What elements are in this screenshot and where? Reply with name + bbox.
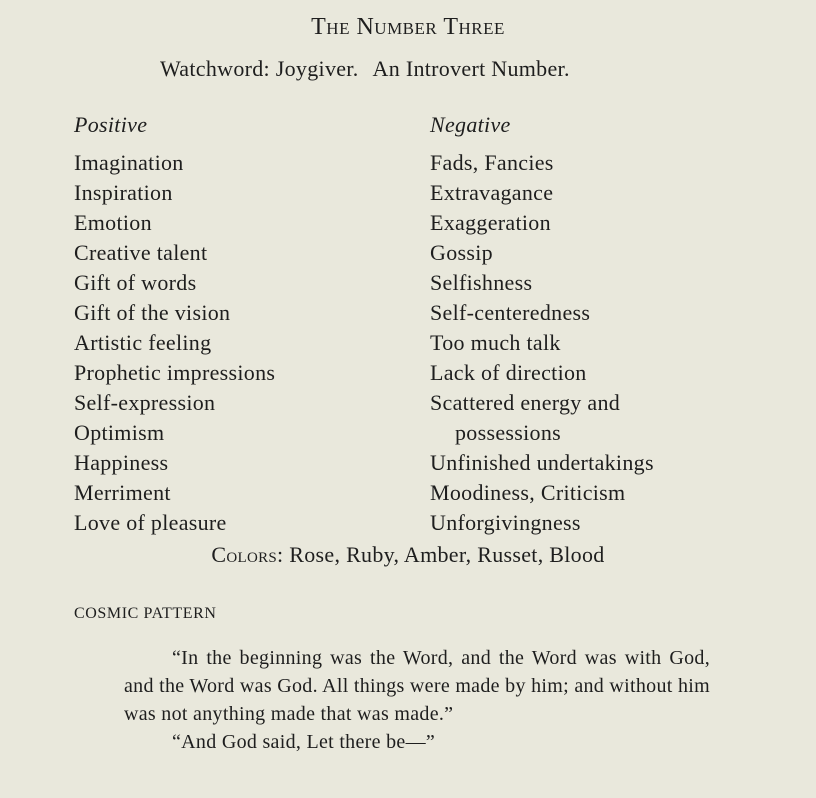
cosmic-pattern-heading: COSMIC PATTERN [74, 605, 217, 622]
negative-item: Extravagance [430, 180, 554, 205]
positive-item: Gift of words [74, 270, 197, 295]
subtitle-line [160, 56, 570, 82]
page-title: The Number Three [311, 14, 505, 40]
negative-item: Selfishness [430, 270, 533, 295]
negative-item: Unforgivingness [430, 510, 581, 535]
positive-item: Gift of the vision [74, 300, 231, 325]
positive-item: Love of pleasure [74, 510, 227, 535]
negative-item-continuation: possessions [455, 420, 561, 445]
positive-item: Merriment [74, 480, 171, 505]
negative-item: Too much talk [430, 330, 561, 355]
colors-label: Colors: [211, 542, 284, 567]
negative-item: Unfinished undertakings [430, 450, 654, 475]
cosmic-pattern-quote [124, 644, 710, 756]
negative-item: Moodiness, Criticism [430, 480, 626, 505]
positive-item: Inspiration [74, 180, 173, 205]
negative-heading: Negative [430, 112, 511, 137]
positive-item: Artistic feeling [74, 330, 212, 355]
number-type-text: An Introvert Number. [372, 56, 570, 81]
negative-item: Gossip [430, 240, 493, 265]
quote-paragraph: “In the beginning was the Word, and the Word was with God, and the Word was God. All things were made by him; and without him was not anything made that was made.” [124, 647, 710, 725]
colors-line [0, 542, 816, 568]
watchword-text: Watchword: Joygiver. [160, 56, 359, 81]
colors-values: Rose, Ruby, Amber, Russet, Blood [289, 542, 605, 567]
negative-item: Exaggeration [430, 210, 551, 235]
quote-paragraph: “And God said, Let there be—” [172, 731, 436, 753]
negative-item: Fads, Fancies [430, 150, 554, 175]
negative-item: Scattered energy and [430, 390, 621, 415]
negative-item: Self-centeredness [430, 300, 591, 325]
positive-item: Creative talent [74, 240, 208, 265]
positive-item: Optimism [74, 420, 165, 445]
negative-item: Lack of direction [430, 360, 587, 385]
positive-item: Happiness [74, 450, 169, 475]
positive-item: Self-expression [74, 390, 216, 415]
positive-item: Imagination [74, 150, 184, 175]
positive-item: Prophetic impressions [74, 360, 276, 385]
positive-item: Emotion [74, 210, 152, 235]
positive-column [74, 110, 275, 538]
positive-heading: Positive [74, 112, 148, 137]
negative-column [430, 110, 654, 538]
